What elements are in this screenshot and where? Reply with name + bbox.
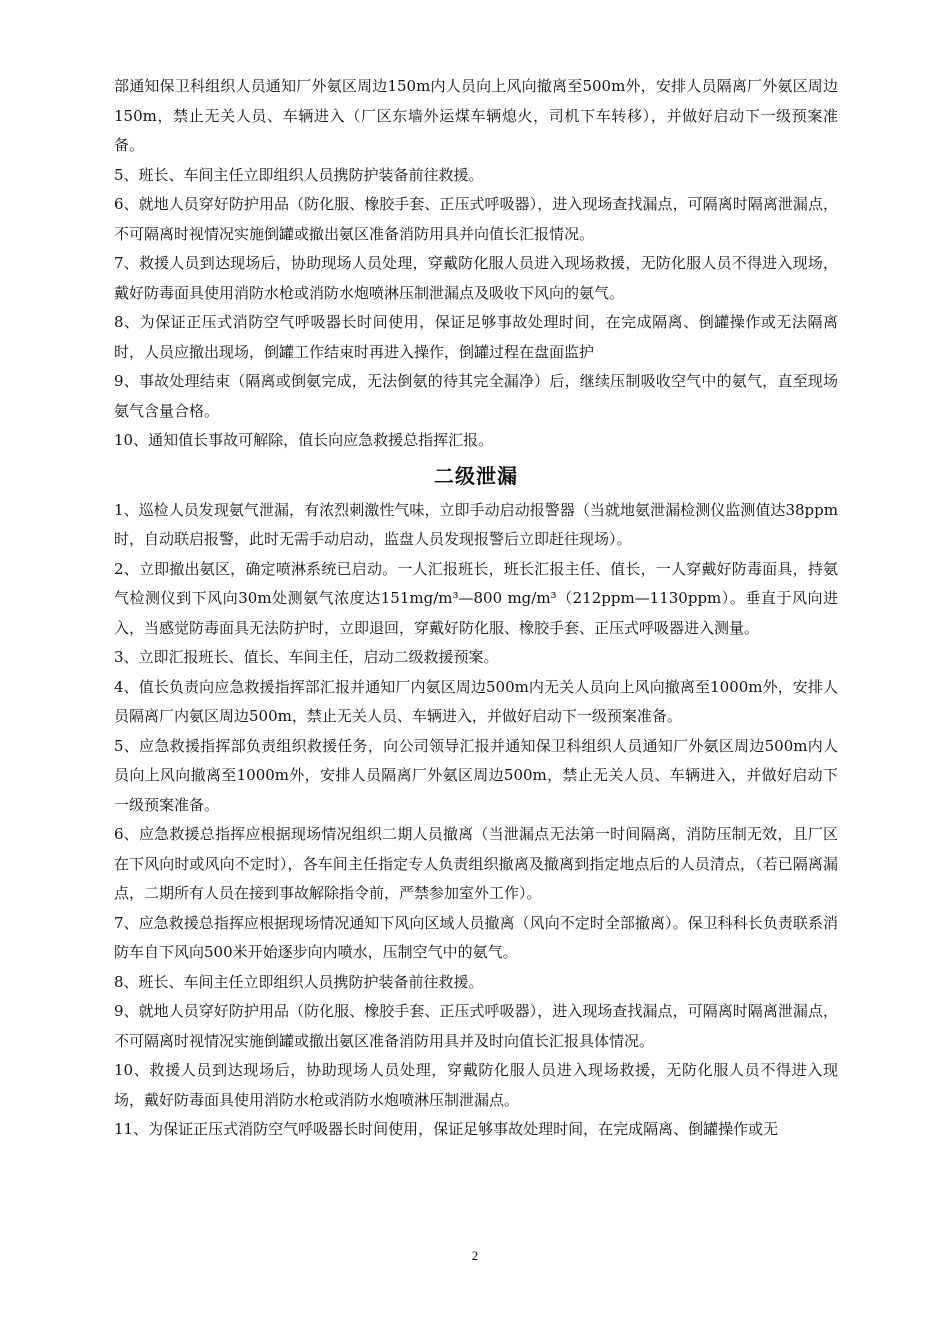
paragraph-s1-0: 部通知保卫科组织人员通知厂外氨区周边150m内人员向上风向撤离至500m外，安排人员隔离厂外氨区周边150m，禁止无关人员、车辆进入（厂区东墙外运煤车辆熄火，司机下车转移），并做好启动下一级预案准备。 (114, 77, 838, 154)
page-number: 2 (471, 1248, 479, 1263)
paragraph-s2-3: 4、值长负责向应急救援指挥部汇报并通知厂内氨区周边500m内无关人员向上风向撤离至1000m外，安排人员隔离厂内氨区周边500m，禁止无关人员、车辆进入，并做好启动下一级预案准备。 (114, 677, 838, 725)
paragraph-s1-6: 10、通知值长事故可解除，值长向应急救援总指挥汇报。 (114, 431, 494, 449)
section-heading: 二级泄漏 (434, 463, 518, 488)
paragraph-s1-2: 6、就地人员穿好防护用品（防化服、橡胶手套、正压式呼吸器），进入现场查找漏点，可隔离时隔离泄漏点，不可隔离时视情况实施倒罐或撤出氨区准备消防用具并向值长汇报情况。 (114, 195, 838, 243)
paragraph-s2-7: 8、班长、车间主任立即组织人员携防护装备前往救援。 (114, 972, 484, 991)
paragraph-s2-4: 5、应急救援指挥部负责组织救援任务，向公司领导汇报并通知保卫科组织人员通知厂外氨区周边500m内人员向上风向撤离至1000m外，安排人员隔离厂外氨区周边500m，禁止无关人员、车辆进入，并做好启动下一级预案准备。 (114, 736, 838, 814)
paragraph-s2-10: 11、为保证正压式消防空气呼吸器长时间使用，保证足够事故处理时间，在完成隔离、倒罐操作或无 (114, 1120, 779, 1138)
paragraph-s2-8: 9、就地人员穿好防护用品（防化服、橡胶手套、正压式呼吸器），进入现场查找漏点，可隔离时隔离泄漏点，不可隔离时视情况实施倒罐或撤出氨区准备消防用具并及时向值长汇报具体情况。 (114, 1002, 838, 1050)
paragraph-s2-6: 7、应急救援总指挥应根据现场情况通知下风向区域人员撤离（风向不定时全部撤离）。保卫科科长负责联系消防车自下风向500米开始逐步向内喷水，压制空气中的氨气。 (114, 913, 838, 961)
paragraph-s1-4: 8、为保证正压式消防空气呼吸器长时间使用，保证足够事故处理时间，在完成隔离、倒罐操作或无法隔离时，人员应撤出现场，倒罐工作结束时再进入操作，倒罐过程在盘面监护 (114, 313, 838, 361)
paragraph-s2-9: 10、救援人员到达现场后，协助现场人员处理，穿戴防化服人员进入现场救援，无防化服人员不得进入现场，戴好防毒面具使用消防水枪或消防水炮喷淋压制泄漏点。 (114, 1061, 838, 1109)
paragraph-s2-1: 2、立即撤出氨区，确定喷淋系统已启动。一人汇报班长，班长汇报主任、值长，一人穿戴好防毒面具，持氨气检测仪到下风向30m处测氨气浓度达151mg/m³—800 mg/m³（212ppm—1130ppm）。垂直于风向进入，当感觉防毒面具无法防护时，立即退回，穿戴好防化服、橡胶手套、正压式呼吸器进入测量。 (114, 559, 838, 637)
paragraph-s1-3: 7、救援人员到达现场后，协助现场人员处理，穿戴防化服人员进入现场救援，无防化服人员不得进入现场，戴好防毒面具使用消防水枪或消防水炮喷淋压制泄漏点及吸收下风向的氨气。 (114, 254, 838, 302)
document-body (114, 72, 838, 1145)
paragraph-s2-0: 1、巡检人员发现氨气泄漏，有浓烈刺激性气味，立即手动启动报警器（当就地氨泄漏检测仪监测值达38ppm时，自动联启报警，此时无需手动启动，监盘人员发现报警后立即赶往现场）。 (114, 500, 838, 548)
paragraph-s1-5: 9、事故处理结束（隔离或倒氨完成，无法倒氨的待其完全漏净）后，继续压制吸收空气中的氨气，直至现场氨气含量合格。 (114, 372, 838, 420)
paragraph-s1-1: 5、班长、车间主任立即组织人员携防护装备前往救援。 (114, 165, 484, 184)
paragraph-s2-5: 6、应急救援总指挥应根据现场情况组织二期人员撤离（当泄漏点无法第一时间隔离，消防压制无效，且厂区在下风向时或风向不定时），各车间主任指定专人负责组织撤离及撤离到指定地点后的人员清点，（若已隔离漏点，二期所有人员在接到事故解除指令前，严禁参加室外工作）。 (114, 825, 838, 902)
paragraph-s2-2: 3、立即汇报班长、值长、车间主任，启动二级救援预案。 (114, 648, 499, 666)
